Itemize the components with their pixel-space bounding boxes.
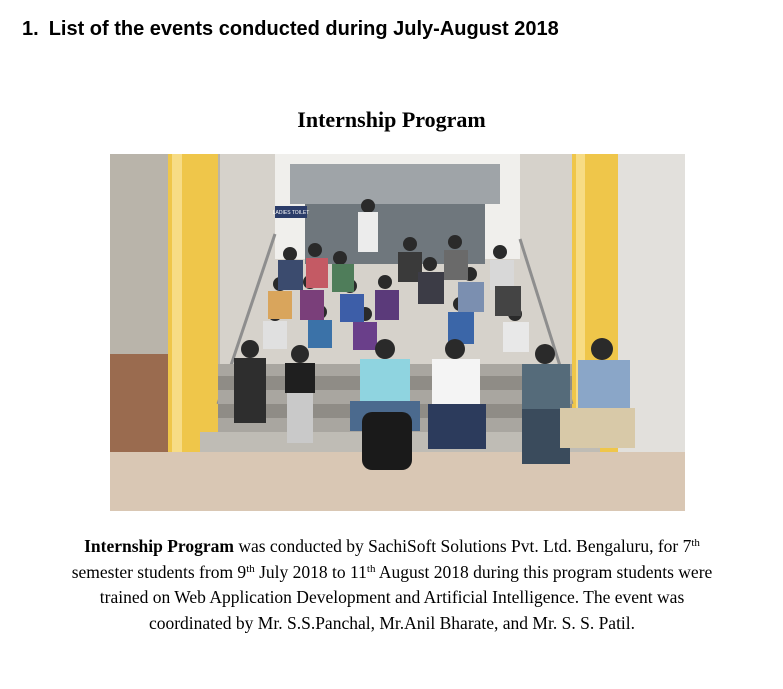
program-name: Internship Program [84,536,234,556]
ladies-toilet-sign: LADIES TOILET [272,210,310,216]
description-line-1-text: was conducted by SachiSoft Solutions Pvt. Ltd. Bengaluru, for 7 [233,536,692,556]
heading-text: List of the events conducted during July-August 2018 [48,18,559,40]
description-line-3: trained on Web Application Development and Artificial Intelligence. The event was [99,587,685,607]
description-line-4: coordinated by Mr. S.S.Panchal, Mr.Anil Bharate, and Mr. S. S. Patil. [148,612,636,633]
superscript-th: th [246,562,255,575]
description-line-2-a: semester students from 9 [71,561,247,582]
event-description [22,534,762,636]
section-title: Internship Program [297,107,486,132]
group-photo-illustration [110,154,685,511]
group-photo [110,154,685,511]
description-line-1 [22,534,762,560]
description-line-2 [22,560,762,586]
list-heading [22,18,559,41]
heading-number: 1. [22,18,39,40]
superscript-th: th [691,537,700,549]
description-line-2-b: July 2018 to 11 [254,561,367,582]
superscript-th: th [366,562,376,575]
description-line-2-c: August 2018 during this program students were [375,561,713,582]
